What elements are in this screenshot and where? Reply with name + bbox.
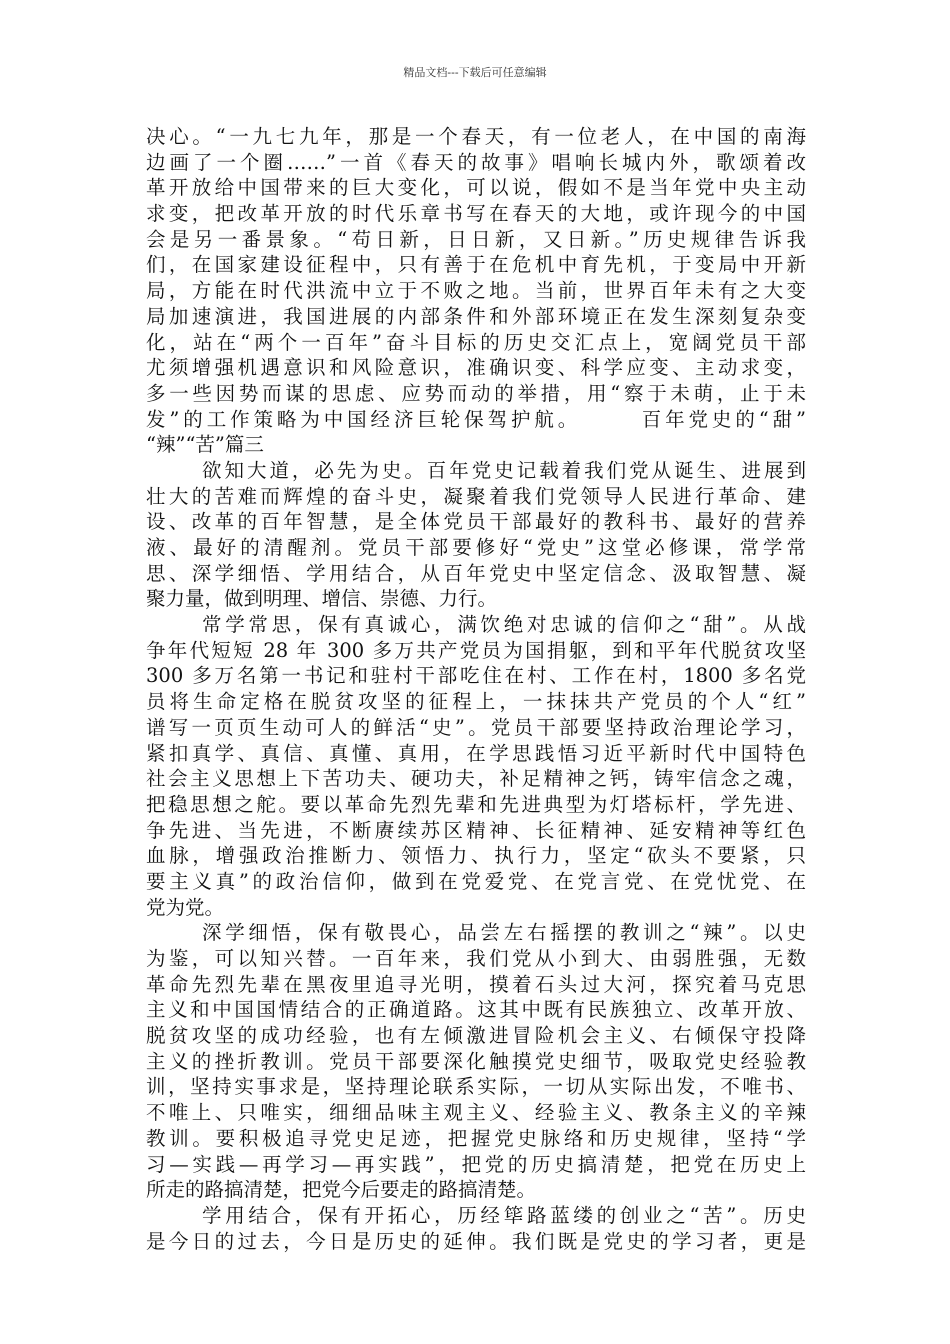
- text-line: 争先进、当先进，不断赓续苏区精神、长征精神、延安精神等红色: [146, 818, 806, 842]
- text-line: 发”的工作策略为中国经济巨轮保驾护航。 百年党史的“甜”: [146, 407, 806, 431]
- text-line: 300 多万名第一书记和驻村干部吃住在村、工作在村，1800 多名党: [146, 664, 806, 688]
- document-body: [146, 124, 806, 1254]
- text-line: 深学细悟，保有敬畏心，品尝左右摇摆的教训之“辣”。以史: [202, 921, 806, 945]
- text-line: 聚力量，做到明理、增信、崇德、力行。: [146, 587, 498, 611]
- text-line: 常学常思，保有真诚心，满饮绝对忠诚的信仰之“甜”。从战: [202, 613, 806, 637]
- text-line: 们，在国家建设征程中，只有善于在危机中育先机，于变局中开新: [146, 253, 806, 277]
- text-line: 党为党。: [146, 895, 225, 919]
- text-line: 主义和中国国情结合的正确道路。这其中既有民族独立、改革开放、: [146, 998, 806, 1022]
- text-line: 会是另一番景象。“苟日新，日日新，又日新。”历史规律告诉我: [146, 227, 806, 251]
- text-line: 所走的路搞清楚，把党今后要走的路搞清楚。: [146, 1178, 537, 1202]
- text-line: 主义的挫折教训。党员干部要深化触摸党史细节，吸取党史经验教: [146, 1049, 806, 1073]
- text-line: 谱写一页页生动可人的鲜活“史”。党员干部要坚持政治理论学习，: [146, 715, 806, 739]
- page-header: 精品文档---下载后可任意编辑: [403, 66, 547, 79]
- text-line: 壮大的苦难而辉煌的奋斗史，凝聚着我们党领导人民进行革命、建: [146, 484, 806, 508]
- text-line: 革命先烈先辈在黑夜里追寻光明，摸着石头过大河，探究着马克思: [146, 972, 806, 996]
- text-line: 决心。“一九七九年，那是一个春天，有一位老人，在中国的南海: [146, 125, 806, 148]
- text-line: 尤须增强机遇意识和风险意识，准确识变、科学应变、主动求变，: [146, 356, 806, 380]
- text-line: 教训。要积极追寻党史足迹，把握党史脉络和历史规律，坚持“学: [146, 1126, 806, 1150]
- text-line: 多一些因势而谋的思虑、应势而动的举措，用“察于未萌，止于未: [146, 381, 806, 405]
- text-line: 液、最好的清醒剂。党员干部要修好“党史”这堂必修课，常学常: [146, 536, 806, 559]
- text-line: 局加速演进，我国进展的内部条件和外部环境正在发生深刻复杂变: [146, 304, 806, 328]
- text-line: 革开放给中国带来的巨大变化，可以说，假如不是当年党中央主动: [146, 176, 806, 200]
- text-line: 社会主义思想上下苦功夫、硬功夫，补足精神之钙，铸牢信念之魂，: [146, 767, 806, 791]
- text-line: 习—实践—再学习—再实践”，把党的历史搞清楚，把党在历史上: [146, 1152, 806, 1176]
- text-line: 边画了一个圈……”一首《春天的故事》唱响长城内外，歌颂着改: [146, 150, 806, 174]
- text-line: 局，方能在时代洪流中立于不败之地。当前，世界百年未有之大变: [146, 279, 806, 303]
- text-line: 思、深学细悟、学用结合，从百年党史中坚定信念、汲取智慧、凝: [146, 561, 806, 585]
- text-line: 欲知大道，必先为史。百年党史记载着我们党从诞生、进展到: [202, 458, 806, 482]
- text-line: 设、改革的百年智慧，是全体党员干部最好的教科书、最好的营养: [146, 510, 806, 534]
- text-line: 不唯上、只唯实，细细品味主观主义、经验主义、教条主义的辛辣: [146, 1101, 806, 1125]
- text-line: 员将生命定格在脱贫攻坚的征程上，一抹抹共产党员的个人“红”: [146, 690, 806, 714]
- text-line: 争年代短短 28 年 300 多万共产党员为国捐躯，到和平年代脱贫攻坚: [146, 638, 806, 662]
- text-line: 为鉴，可以知兴替。一百年来，我们党从小到大、由弱胜强，无数: [146, 947, 806, 970]
- text-line: “辣”“苦”篇三: [146, 433, 264, 457]
- text-line: 是今日的过去，今日是历史的延伸。我们既是党史的学习者，更是: [146, 1229, 806, 1253]
- text-line: 求变，把改革开放的时代乐章书写在春天的大地，或许现今的中国: [146, 202, 806, 226]
- text-line: 训，坚持实事求是，坚持理论联系实际，一切从实际出发，不唯书、: [146, 1075, 806, 1099]
- text-line: 化，站在“两个一百年”奋斗目标的历史交汇点上，宽阔党员干部: [146, 330, 806, 354]
- text-line: 学用结合，保有开拓心，历经筚路蓝缕的创业之“苦”。历史: [202, 1203, 806, 1227]
- text-line: 把稳思想之舵。要以革命先烈先辈和先进典型为灯塔标杆，学先进、: [146, 792, 806, 816]
- text-line: 紧扣真学、真信、真懂、真用，在学思践悟习近平新时代中国特色: [146, 741, 806, 765]
- text-line: 脱贫攻坚的成功经验，也有左倾激进冒险机会主义、右倾保守投降: [146, 1024, 806, 1048]
- text-line: 要主义真”的政治信仰，做到在党爱党、在党言党、在党忧党、在: [146, 869, 806, 893]
- text-line: 血脉，增强政治推断力、领悟力、执行力，坚定“砍头不要紧，只: [146, 844, 806, 868]
